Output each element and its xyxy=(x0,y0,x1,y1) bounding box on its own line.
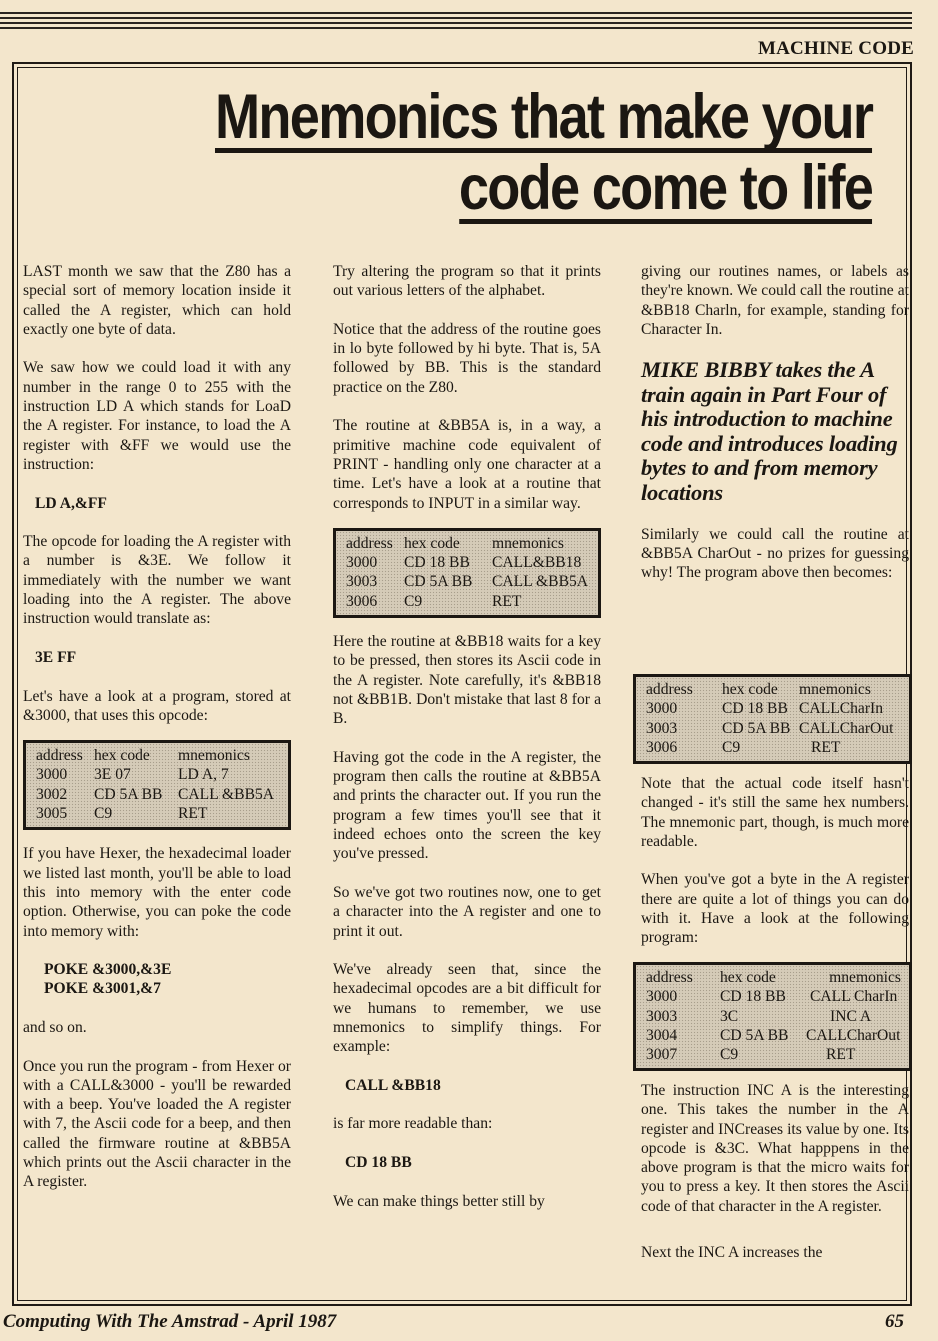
listing-header: hex code xyxy=(404,534,460,552)
listing-row xyxy=(646,719,901,738)
listing-row xyxy=(346,572,590,591)
listing-cell: RET xyxy=(811,738,841,756)
paragraph: and so on. xyxy=(23,1018,87,1036)
code-snippet: POKE &3000,&3E xyxy=(44,961,172,979)
paragraph: Notice that the address of the routine goes in lo byte followed by hi byte. That is, 5A followed by BB. This is the standard practice on the Z80. xyxy=(333,320,601,396)
listing-cell: CALL &BB5A xyxy=(492,573,589,591)
listing-header: mnemonics xyxy=(492,534,564,552)
paragraph: So we've got two routines now, one to get a character into the A register and one to print it out. xyxy=(333,883,601,940)
listing-cell: CALLCharOut xyxy=(799,719,894,737)
headline-line-1: Mnemonics that make your xyxy=(214,82,872,152)
code-snippet: CALL &BB18 xyxy=(345,1076,441,1094)
listing-cell: C9 xyxy=(720,1046,739,1064)
paragraph: The routine at &BB5A is, in a way, a primitive machine code equivalent of PRINT - handling only one character at a time. Let's have a look at a routine that corresponds to INPUT in a similar way. xyxy=(333,417,601,512)
column-1 xyxy=(23,262,291,1211)
column-3-end xyxy=(641,1081,909,1282)
section-label: MACHINE CODE xyxy=(758,38,914,59)
listing-cell: 3003 xyxy=(346,573,378,591)
paragraph: When you've got a byte in the A register there are quite a lot of things you can do with it. Have a look at the following program: xyxy=(641,871,909,947)
code-snippet: 3E FF xyxy=(35,648,77,666)
listing-cell: CD 5A BB xyxy=(94,785,163,803)
listing-header-row xyxy=(36,746,280,765)
listing-header: mnemonics xyxy=(178,747,250,765)
listing-cell: C9 xyxy=(722,738,741,756)
listing-header: hex code xyxy=(722,681,778,698)
column-3 xyxy=(641,262,909,602)
listing-cell: CALLCharOut xyxy=(806,1026,901,1044)
listing-cell: CD 18 BB xyxy=(722,700,788,718)
paragraph: Having got the code in the A register, the program then calls the routine at &BB5A and prints the character out. If you run the program a few times you'll see that it indeed echoes onto the screen the key you've pressed. xyxy=(333,748,601,863)
listing-header: address xyxy=(346,534,393,552)
listing-header: hex code xyxy=(720,969,776,986)
listing-cell: CD 18 BB xyxy=(404,554,470,572)
listing-cell: 3003 xyxy=(646,719,678,737)
paragraph: giving our routines names, or labels as they're known. We could call the routine at &BB18 Charln, for example, standing for Character In. xyxy=(641,263,909,338)
listing-cell: CALL &BB5A xyxy=(178,785,275,803)
listing-4 xyxy=(633,962,912,1071)
listing-cell: 3000 xyxy=(346,554,378,572)
listing-header-row xyxy=(646,680,901,699)
listing-row xyxy=(646,1007,901,1026)
listing-header-row xyxy=(346,534,590,553)
listing-cell: RET xyxy=(492,592,522,610)
listing-cell: CALLCharIn xyxy=(799,700,884,718)
paragraph: Here the routine at &BB18 waits for a key to be pressed, then stores its Ascii code in the A register. Note carefully, it's &BB18 not &BB1B. Don't mistake that last 8 for a B. xyxy=(333,633,601,728)
listing-row xyxy=(646,1045,901,1064)
listing-header-row xyxy=(646,968,901,987)
code-snippet: LD A,&FF xyxy=(35,494,107,512)
paragraph: Let's have a look at a program, stored at &3000, that uses this opcode: xyxy=(23,687,291,724)
listing-header: mnemonics xyxy=(829,969,901,986)
header-rules xyxy=(0,12,912,34)
paragraph: Note that the actual code itself hasn't changed - it's still the same hex numbers. The mnemonic part, though, is much more readable. xyxy=(641,775,909,850)
paragraph: Similarly we could call the routine at &BB5A CharOut - no prizes for guessing why! The program above then becomes: xyxy=(641,525,909,582)
listing-cell: 3C xyxy=(720,1007,739,1025)
paragraph: Next the INC A increases the xyxy=(641,1244,823,1262)
listing-cell: 3007 xyxy=(646,1046,678,1064)
paragraph: We can make things better still by xyxy=(333,1192,545,1210)
paragraph: Once you run the program - from Hexer or with a CALL&3000 - you'll be rewarded with a beep. You've loaded the A register with 7, the Ascii code for a beep, and then called the firmware routine at &BB5A which prints out the Ascii character in the A register. xyxy=(23,1057,291,1191)
listing-cell: 3000 xyxy=(646,988,678,1006)
paragraph: is far more readable than: xyxy=(333,1115,493,1133)
standfirst: MIKE BIBBY takes the A train again in Part Four of his introduction to machine code and introduces loading bytes to and from memory locations xyxy=(641,357,898,505)
listing-cell: INC A xyxy=(830,1007,872,1025)
listing-row xyxy=(646,1026,901,1045)
listing-cell: RET xyxy=(826,1046,856,1064)
column-3-continued xyxy=(641,774,909,967)
listing-row xyxy=(36,804,280,823)
footer-publication: Computing With The Amstrad - April 1987 xyxy=(3,1311,337,1332)
listing-cell: 3E 07 xyxy=(94,766,131,784)
listing-cell: CD 5A BB xyxy=(722,719,791,737)
listing-cell: 3004 xyxy=(646,1026,678,1044)
paragraph: We've already seen that, since the hexadecimal opcodes are a bit difficult for we humans to remember, we use mnemonics to simplify things. For example: xyxy=(333,961,601,1056)
listing-cell: 3006 xyxy=(346,592,378,610)
listing-cell: CD 5A BB xyxy=(720,1026,789,1044)
listing-1 xyxy=(23,740,291,830)
listing-cell: C9 xyxy=(94,805,113,823)
column-2 xyxy=(333,262,601,1230)
footer-page-number: 65 xyxy=(885,1311,904,1332)
headline xyxy=(215,82,872,224)
listing-row xyxy=(646,699,901,718)
listing-row xyxy=(346,592,590,611)
paragraph: The opcode for loading the A register with a number is &3E. We follow it immediately with the number we want loading into the A register. The above instruction would translate as: xyxy=(23,533,291,628)
listing-cell: CD 5A BB xyxy=(404,573,473,591)
listing-cell: CD 18 BB xyxy=(720,988,786,1006)
paragraph: LAST month we saw that the Z80 has a special sort of memory location inside it called the A register, which can hold exactly one byte of data. xyxy=(23,263,291,338)
listing-cell: 3000 xyxy=(646,700,678,718)
code-snippet: CD 18 BB xyxy=(345,1154,412,1172)
listing-header: address xyxy=(36,747,83,765)
listing-cell: LD A, 7 xyxy=(178,766,229,784)
listing-cell: CALL CharIn xyxy=(810,988,898,1006)
code-snippet: POKE &3001,&7 xyxy=(44,980,161,998)
listing-cell: 3002 xyxy=(36,785,68,803)
listing-row xyxy=(36,785,280,804)
listing-cell: 3006 xyxy=(646,738,678,756)
paragraph: We saw how we could load it with any number in the range 0 to 255 with the instruction LD A which stands for LoaD the A register. For instance, to load the A register with &FF we would use the instruction: xyxy=(23,359,291,473)
headline-line-2: code come to life xyxy=(458,153,872,223)
listing-header: address xyxy=(646,969,693,986)
listing-header: mnemonics xyxy=(799,681,871,698)
listing-row xyxy=(346,553,590,572)
listing-cell: 3000 xyxy=(36,766,68,784)
listing-cell: RET xyxy=(178,805,208,823)
listing-2 xyxy=(333,528,601,618)
listing-cell: 3003 xyxy=(646,1007,678,1025)
listing-row xyxy=(646,987,901,1006)
paragraph: Try altering the program so that it prints out various letters of the alphabet. xyxy=(333,263,601,300)
listing-header: address xyxy=(646,681,693,698)
listing-cell: C9 xyxy=(404,592,423,610)
paragraph: If you have Hexer, the hexadecimal loader we listed last month, you'll be able to load this into memory with the enter code option. Otherwise, you can poke the code into memory with: xyxy=(23,845,291,940)
listing-row xyxy=(646,738,901,757)
listing-row xyxy=(36,765,280,784)
listing-header: hex code xyxy=(94,747,150,765)
listing-3 xyxy=(633,674,912,764)
listing-cell: CALL&BB18 xyxy=(492,554,582,572)
listing-cell: 3005 xyxy=(36,805,68,823)
paragraph: The instruction INC A is the interesting one. This takes the number in the A register and INCreases its value by one. Its opcode is &3C. What happpens in the above program is that the micro waits for you to press a key. It then stores the Ascii code of that character in the A register. xyxy=(641,1082,909,1215)
